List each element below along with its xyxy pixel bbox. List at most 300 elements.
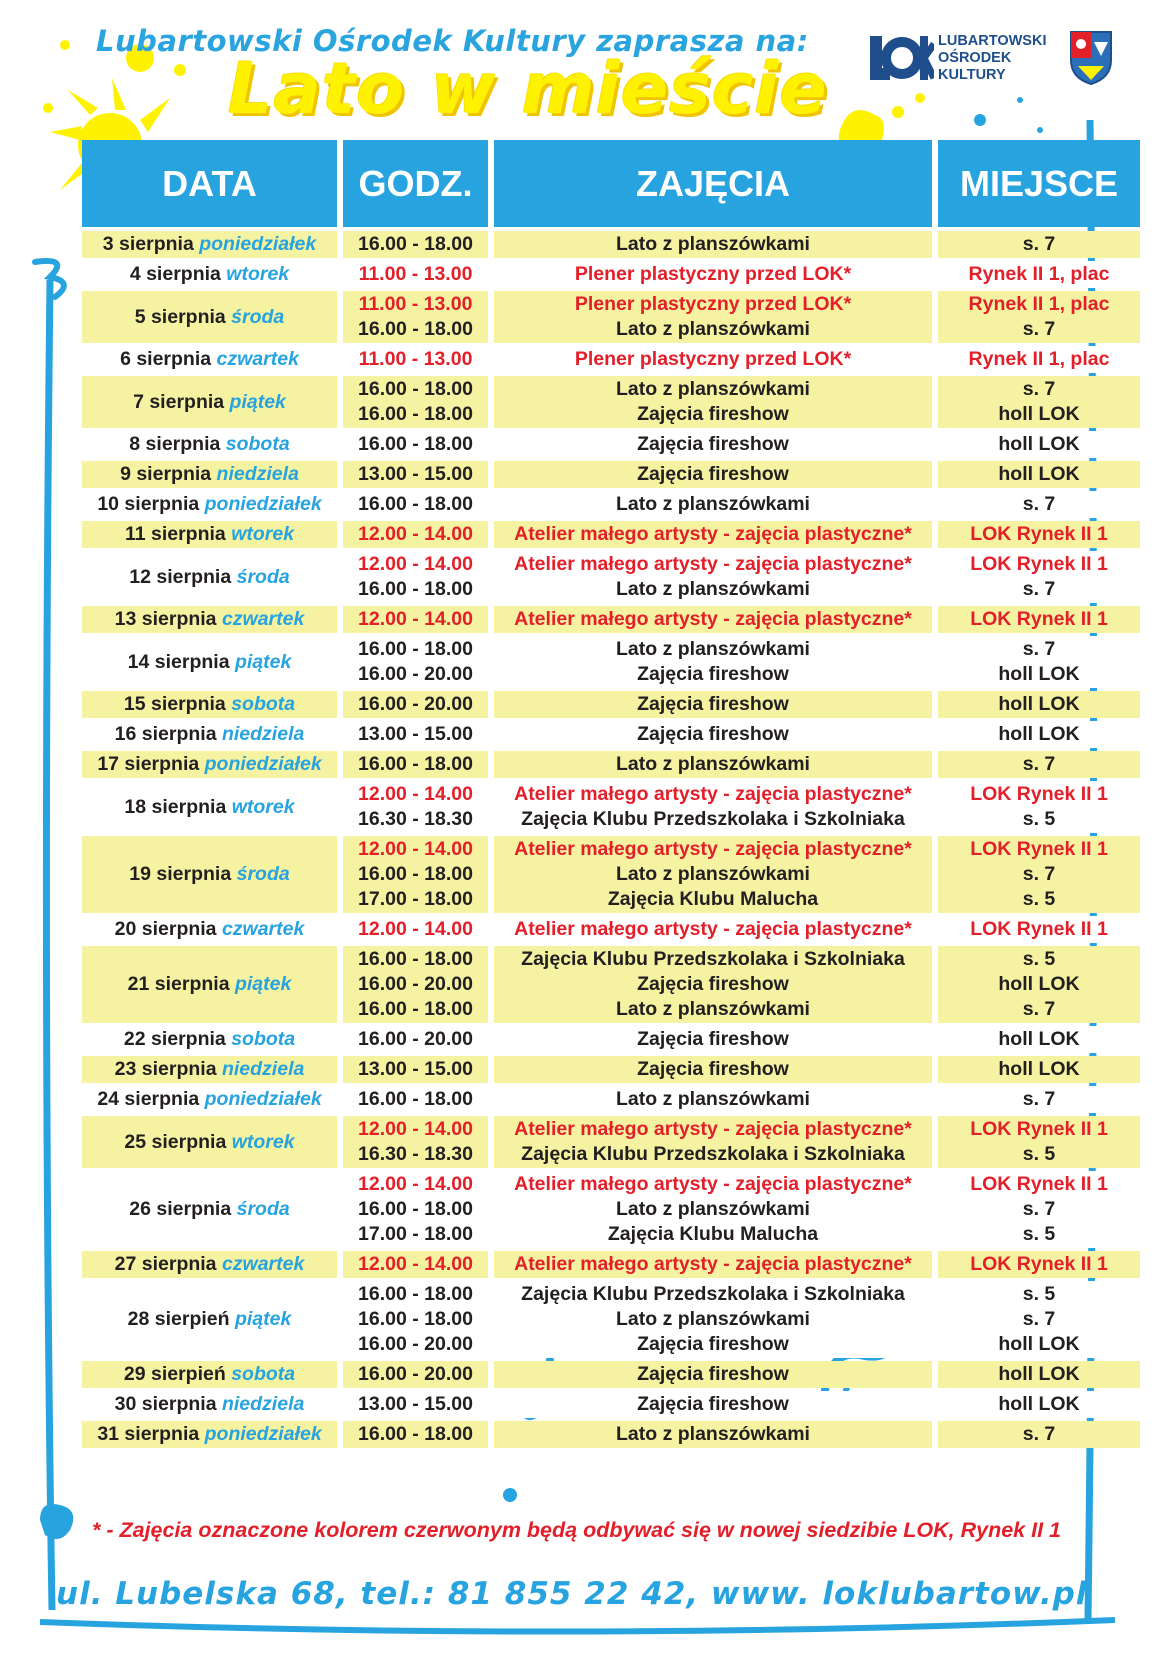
activity-text: Lato z planszówkami <box>616 1198 810 1220</box>
date-cell <box>82 636 337 688</box>
date-cell <box>82 1391 337 1418</box>
time-text: 16.00 - 18.00 <box>358 638 473 660</box>
table-row <box>82 946 1140 1023</box>
place-text: LOK Rynek II 1 <box>970 1118 1108 1140</box>
table-row <box>82 721 1140 748</box>
date-line <box>124 692 295 717</box>
weekday-text: czwartek <box>221 1253 305 1275</box>
activity-cell <box>494 836 932 913</box>
date-cell <box>82 836 337 913</box>
date-text: 19 sierpnia <box>129 863 232 885</box>
activity-text: Plener plastyczny przed LOK* <box>574 348 852 370</box>
time-text: 16.00 - 18.00 <box>358 233 473 255</box>
date-text: 30 sierpnia <box>114 1393 217 1415</box>
date-cell <box>82 491 337 518</box>
blue-frame-left <box>30 280 70 1610</box>
activity-cell <box>494 721 932 748</box>
footnote: * - Zajęcia oznaczone kolorem czerwonym będą odbywać się w nowej siedzibie LOK, Rynek II 1 <box>92 1518 1061 1542</box>
activity-cell <box>494 376 932 428</box>
activity-cell <box>494 1391 932 1418</box>
date-line <box>120 347 299 372</box>
schedule-table <box>82 140 1140 1451</box>
date-cell <box>82 551 337 603</box>
place-text: LOK Rynek II 1 <box>970 608 1108 630</box>
date-cell <box>82 346 337 373</box>
place-text: s. 7 <box>1022 863 1056 885</box>
time-text: 16.00 - 20.00 <box>358 1363 473 1385</box>
date-cell <box>82 946 337 1023</box>
activity-text: Zajęcia fireshow <box>637 1058 789 1080</box>
time-text: 16.00 - 18.00 <box>358 1308 473 1330</box>
weekday-text: środa <box>236 1198 290 1220</box>
table-row <box>82 1391 1140 1418</box>
date-text: 15 sierpnia <box>123 693 226 715</box>
time-text: 16.00 - 18.00 <box>358 578 473 600</box>
weekday-text: czwartek <box>216 348 299 370</box>
date-cell <box>82 1361 337 1388</box>
weekday-text: wtorek <box>231 523 295 545</box>
place-text: Rynek II 1, plac <box>968 293 1110 315</box>
time-cell <box>343 1391 488 1418</box>
activity-text: Lato z planszówkami <box>616 318 810 340</box>
activity-cell <box>494 1056 932 1083</box>
col-header-time: GODZ. <box>343 140 488 227</box>
weekday-text: czwartek <box>221 608 305 630</box>
date-text: 22 sierpnia <box>123 1028 226 1050</box>
blue-swirl-left <box>30 252 80 302</box>
date-cell <box>82 1056 337 1083</box>
date-line <box>128 972 292 997</box>
place-text: holl LOK <box>998 723 1080 745</box>
time-cell <box>343 1026 488 1053</box>
time-text: 16.00 - 18.00 <box>358 493 473 515</box>
col-header-place: MIEJSCE <box>938 140 1140 227</box>
date-cell <box>82 521 337 548</box>
place-cell <box>938 721 1140 748</box>
date-text: 23 sierpnia <box>114 1058 217 1080</box>
activity-text: Lato z planszówkami <box>616 998 810 1020</box>
activity-cell <box>494 491 932 518</box>
weekday-text: piątek <box>234 973 292 995</box>
place-cell <box>938 916 1140 943</box>
time-text: 16.00 - 20.00 <box>358 663 473 685</box>
activity-cell <box>494 291 932 343</box>
weekday-text: środa <box>236 863 290 885</box>
activity-cell <box>494 1361 932 1388</box>
place-cell <box>938 1116 1140 1168</box>
weekday-text: sobota <box>231 1363 296 1385</box>
activity-cell <box>494 636 932 688</box>
time-cell <box>343 1421 488 1448</box>
time-text: 16.00 - 20.00 <box>358 1333 473 1355</box>
lok-logo-text: LUBARTOWSKI OŚRODEK KULTURY <box>938 32 1047 83</box>
table-row <box>82 491 1140 518</box>
date-cell <box>82 1086 337 1113</box>
place-text: s. 5 <box>1022 1283 1056 1305</box>
activity-text: Lato z planszówkami <box>616 493 810 515</box>
activity-text: Zajęcia Klubu Malucha <box>607 888 819 910</box>
place-cell <box>938 1171 1140 1248</box>
time-text: 16.00 - 18.00 <box>358 753 473 775</box>
date-text: 17 sierpnia <box>97 753 200 775</box>
table-row <box>82 636 1140 688</box>
time-text: 16.00 - 18.00 <box>358 1423 473 1445</box>
place-text: holl LOK <box>998 973 1080 995</box>
date-text: 31 sierpnia <box>97 1423 200 1445</box>
place-text: s. 7 <box>1022 638 1056 660</box>
date-cell <box>82 1251 337 1278</box>
time-text: 11.00 - 13.00 <box>358 263 473 285</box>
date-cell <box>82 231 337 258</box>
date-text: 28 sierpień <box>127 1308 230 1330</box>
activity-cell <box>494 946 932 1023</box>
time-text: 12.00 - 14.00 <box>358 608 473 630</box>
weekday-text: wtorek <box>231 795 295 818</box>
date-line <box>130 262 289 287</box>
time-cell <box>343 431 488 458</box>
place-text: s. 7 <box>1022 233 1056 255</box>
activity-text: Atelier małego artysty - zajęcia plastyczne* <box>514 838 912 860</box>
place-text: holl LOK <box>998 463 1080 485</box>
date-line <box>124 795 294 820</box>
time-cell <box>343 691 488 718</box>
date-line <box>124 1130 294 1155</box>
place-text: LOK Rynek II 1 <box>970 1253 1108 1275</box>
date-text: 8 sierpnia <box>129 433 221 455</box>
place-cell <box>938 1391 1140 1418</box>
place-text: s. 7 <box>1022 1088 1056 1110</box>
date-line <box>124 1362 295 1387</box>
time-text: 12.00 - 14.00 <box>358 1118 473 1140</box>
page-title: Lato w mieście <box>228 48 828 130</box>
date-cell <box>82 1421 337 1448</box>
time-text: 16.00 - 20.00 <box>358 1028 473 1050</box>
date-cell <box>82 431 337 458</box>
date-line <box>115 607 305 632</box>
time-text: 13.00 - 15.00 <box>358 1058 473 1080</box>
activity-text: Atelier małego artysty - zajęcia plastyczne* <box>514 918 912 940</box>
date-line <box>128 650 292 675</box>
date-text: 3 sierpnia <box>102 233 194 255</box>
table-row <box>82 1251 1140 1278</box>
place-text: Rynek II 1, plac <box>968 348 1110 370</box>
time-text: 16.00 - 18.00 <box>358 863 473 885</box>
date-line <box>97 1422 321 1447</box>
date-text: 5 sierpnia <box>134 305 226 328</box>
place-cell <box>938 1026 1140 1053</box>
date-text: 18 sierpnia <box>124 795 227 818</box>
time-cell <box>343 946 488 1023</box>
place-cell <box>938 376 1140 428</box>
time-cell <box>343 376 488 428</box>
place-cell <box>938 636 1140 688</box>
table-row <box>82 606 1140 633</box>
activity-text: Lato z planszówkami <box>616 638 810 660</box>
date-cell <box>82 376 337 428</box>
activity-cell <box>494 431 932 458</box>
activity-cell <box>494 521 932 548</box>
table-body <box>82 231 1140 1448</box>
time-cell <box>343 836 488 913</box>
activity-cell <box>494 916 932 943</box>
place-text: holl LOK <box>998 1363 1080 1385</box>
activity-text: Zajęcia fireshow <box>637 433 789 455</box>
time-text: 12.00 - 14.00 <box>358 783 473 805</box>
place-cell <box>938 231 1140 258</box>
date-cell <box>82 781 337 833</box>
place-cell <box>938 781 1140 833</box>
place-text: s. 7 <box>1022 1423 1056 1445</box>
activity-cell <box>494 751 932 778</box>
place-cell <box>938 261 1140 288</box>
time-cell <box>343 1171 488 1248</box>
table-header <box>82 140 1140 227</box>
activity-text: Lato z planszówkami <box>616 753 810 775</box>
place-text: LOK Rynek II 1 <box>970 783 1108 805</box>
date-line <box>124 1027 295 1052</box>
table-row <box>82 376 1140 428</box>
place-cell <box>938 291 1140 343</box>
activity-text: Zajęcia Klubu Przedszkolaka i Szkolniaka <box>521 808 905 830</box>
date-line <box>115 1392 305 1417</box>
time-cell <box>343 916 488 943</box>
weekday-text: środa <box>231 305 285 328</box>
table-row <box>82 1361 1140 1388</box>
place-text: s. 5 <box>1022 1223 1056 1245</box>
table-row <box>82 916 1140 943</box>
activity-cell <box>494 1116 932 1168</box>
date-cell <box>82 261 337 288</box>
date-cell <box>82 751 337 778</box>
table-row <box>82 836 1140 913</box>
table-row <box>82 691 1140 718</box>
time-cell <box>343 1251 488 1278</box>
place-cell <box>938 461 1140 488</box>
time-text: 11.00 - 13.00 <box>358 348 473 370</box>
time-text: 12.00 - 14.00 <box>358 523 473 545</box>
activity-text: Lato z planszówkami <box>616 1088 810 1110</box>
date-line <box>97 492 321 517</box>
date-line <box>125 522 294 547</box>
table-row <box>82 1281 1140 1358</box>
activity-cell <box>494 461 932 488</box>
place-text: s. 7 <box>1022 318 1056 340</box>
weekday-text: poniedziałek <box>199 233 317 255</box>
date-line <box>115 722 305 747</box>
activity-cell <box>494 261 932 288</box>
time-text: 16.00 - 18.00 <box>358 1198 473 1220</box>
contact-footer: ul. Lubelska 68, tel.: 81 855 22 42, www. loklubartow.pl <box>56 1576 1088 1612</box>
place-text: s. 7 <box>1022 493 1056 515</box>
activity-text: Lato z planszówkami <box>616 578 810 600</box>
date-cell <box>82 606 337 633</box>
date-text: 7 sierpnia <box>133 390 225 413</box>
table-row <box>82 521 1140 548</box>
activity-text: Zajęcia Klubu Przedszkolaka i Szkolniaka <box>521 1283 905 1305</box>
place-cell <box>938 521 1140 548</box>
place-text: holl LOK <box>998 433 1080 455</box>
time-cell <box>343 636 488 688</box>
col-header-date: DATA <box>82 140 337 227</box>
activity-text: Atelier małego artysty - zajęcia plastyczne* <box>514 523 912 545</box>
date-text: 25 sierpnia <box>124 1130 227 1153</box>
activity-text: Atelier małego artysty - zajęcia plastyczne* <box>514 553 912 575</box>
time-cell <box>343 551 488 603</box>
weekday-text: piątek <box>234 1308 292 1330</box>
table-row <box>82 781 1140 833</box>
place-text: s. 7 <box>1022 378 1056 400</box>
table-row <box>82 1086 1140 1113</box>
time-cell <box>343 721 488 748</box>
time-cell <box>343 291 488 343</box>
place-text: s. 7 <box>1022 1198 1056 1220</box>
date-text: 9 sierpnia <box>120 463 212 485</box>
date-line <box>115 917 305 942</box>
time-cell <box>343 751 488 778</box>
time-cell <box>343 346 488 373</box>
weekday-text: poniedziałek <box>204 493 322 515</box>
activity-cell <box>494 346 932 373</box>
place-cell <box>938 1056 1140 1083</box>
date-text: 27 sierpnia <box>114 1253 217 1275</box>
table-row <box>82 1421 1140 1448</box>
place-text: s. 5 <box>1022 948 1056 970</box>
time-text: 13.00 - 15.00 <box>358 1393 473 1415</box>
date-cell <box>82 691 337 718</box>
activity-cell <box>494 691 932 718</box>
time-cell <box>343 491 488 518</box>
activity-text: Zajęcia fireshow <box>637 403 789 425</box>
date-line <box>128 1307 292 1332</box>
activity-text: Zajęcia Klubu Przedszkolaka i Szkolniaka <box>521 1143 905 1165</box>
activity-text: Lato z planszówkami <box>616 378 810 400</box>
place-text: Rynek II 1, plac <box>968 263 1110 285</box>
time-text: 16.00 - 18.00 <box>358 948 473 970</box>
place-cell <box>938 1421 1140 1448</box>
activity-text: Atelier małego artysty - zajęcia plastyczne* <box>514 1118 912 1140</box>
table-row <box>82 346 1140 373</box>
time-text: 16.00 - 20.00 <box>358 973 473 995</box>
coat-of-arms-icon <box>1068 28 1114 86</box>
weekday-text: wtorek <box>226 263 290 285</box>
weekday-text: sobota <box>225 433 290 455</box>
time-cell <box>343 231 488 258</box>
place-cell <box>938 946 1140 1023</box>
date-text: 4 sierpnia <box>129 263 221 285</box>
place-text: LOK Rynek II 1 <box>970 838 1108 860</box>
activity-text: Atelier małego artysty - zajęcia plastyczne* <box>514 608 912 630</box>
weekday-text: niedziela <box>221 1393 305 1415</box>
time-text: 13.00 - 15.00 <box>358 723 473 745</box>
blue-frame-bottom <box>40 1612 1120 1642</box>
table-row <box>82 1171 1140 1248</box>
table-row <box>82 461 1140 488</box>
place-text: holl LOK <box>998 693 1080 715</box>
activity-text: Zajęcia fireshow <box>637 1028 789 1050</box>
activity-text: Zajęcia fireshow <box>637 663 789 685</box>
time-text: 16.00 - 20.00 <box>358 693 473 715</box>
activity-text: Zajęcia fireshow <box>637 723 789 745</box>
activity-cell <box>494 1026 932 1053</box>
time-text: 16.30 - 18.30 <box>358 808 473 830</box>
date-line <box>103 232 317 257</box>
activity-cell <box>494 551 932 603</box>
table-row <box>82 751 1140 778</box>
time-cell <box>343 1116 488 1168</box>
date-line <box>129 432 289 457</box>
activity-text: Zajęcia fireshow <box>637 973 789 995</box>
date-text: 12 sierpnia <box>129 565 232 588</box>
time-text: 13.00 - 15.00 <box>358 463 473 485</box>
place-text: LOK Rynek II 1 <box>970 1173 1108 1195</box>
place-text: s. 5 <box>1022 888 1056 910</box>
blue-splash-bottom-left <box>30 1490 90 1550</box>
place-text: s. 5 <box>1022 808 1056 830</box>
place-cell <box>938 346 1140 373</box>
date-cell <box>82 721 337 748</box>
place-text: holl LOK <box>998 1028 1080 1050</box>
time-cell <box>343 1056 488 1083</box>
activity-text: Zajęcia Klubu Przedszkolaka i Szkolniaka <box>521 948 905 970</box>
activity-text: Atelier małego artysty - zajęcia plastyczne* <box>514 1173 912 1195</box>
date-text: 14 sierpnia <box>127 650 230 673</box>
place-cell <box>938 691 1140 718</box>
table-row <box>82 1026 1140 1053</box>
place-cell <box>938 491 1140 518</box>
date-text: 10 sierpnia <box>97 493 200 515</box>
date-text: 11 sierpnia <box>124 523 226 545</box>
place-text: holl LOK <box>998 1393 1080 1415</box>
date-text: 29 sierpień <box>123 1363 226 1385</box>
activity-cell <box>494 1421 932 1448</box>
activity-text: Zajęcia fireshow <box>637 1333 789 1355</box>
date-cell <box>82 1026 337 1053</box>
place-cell <box>938 1251 1140 1278</box>
time-text: 11.00 - 13.00 <box>358 293 473 315</box>
date-line <box>133 390 286 415</box>
weekday-text: środa <box>236 565 290 588</box>
date-line <box>120 462 299 487</box>
activity-text: Atelier małego artysty - zajęcia plastyczne* <box>514 1253 912 1275</box>
invite-text: Lubartowski Ośrodek Kultury zaprasza na: <box>96 24 809 58</box>
activity-text: Zajęcia fireshow <box>637 1363 789 1385</box>
time-cell <box>343 781 488 833</box>
time-text: 12.00 - 14.00 <box>358 553 473 575</box>
activity-cell <box>494 1171 932 1248</box>
date-line <box>135 305 285 330</box>
weekday-text: poniedziałek <box>204 1088 322 1110</box>
date-text: 21 sierpnia <box>127 973 230 995</box>
date-line <box>115 1057 305 1082</box>
lok-logo-mark <box>868 30 934 86</box>
activity-cell <box>494 1086 932 1113</box>
activity-text: Zajęcia fireshow <box>637 1393 789 1415</box>
date-cell <box>82 1171 337 1248</box>
place-text: s. 7 <box>1022 998 1056 1020</box>
place-text: holl LOK <box>998 1333 1080 1355</box>
weekday-text: sobota <box>231 693 296 715</box>
date-cell <box>82 1116 337 1168</box>
activity-cell <box>494 1251 932 1278</box>
date-text: 6 sierpnia <box>120 348 212 370</box>
activity-text: Lato z planszówkami <box>616 1423 810 1445</box>
activity-cell <box>494 781 932 833</box>
date-cell <box>82 461 337 488</box>
place-cell <box>938 836 1140 913</box>
date-line <box>97 752 321 777</box>
activity-cell <box>494 231 932 258</box>
time-text: 16.00 - 18.00 <box>358 433 473 455</box>
